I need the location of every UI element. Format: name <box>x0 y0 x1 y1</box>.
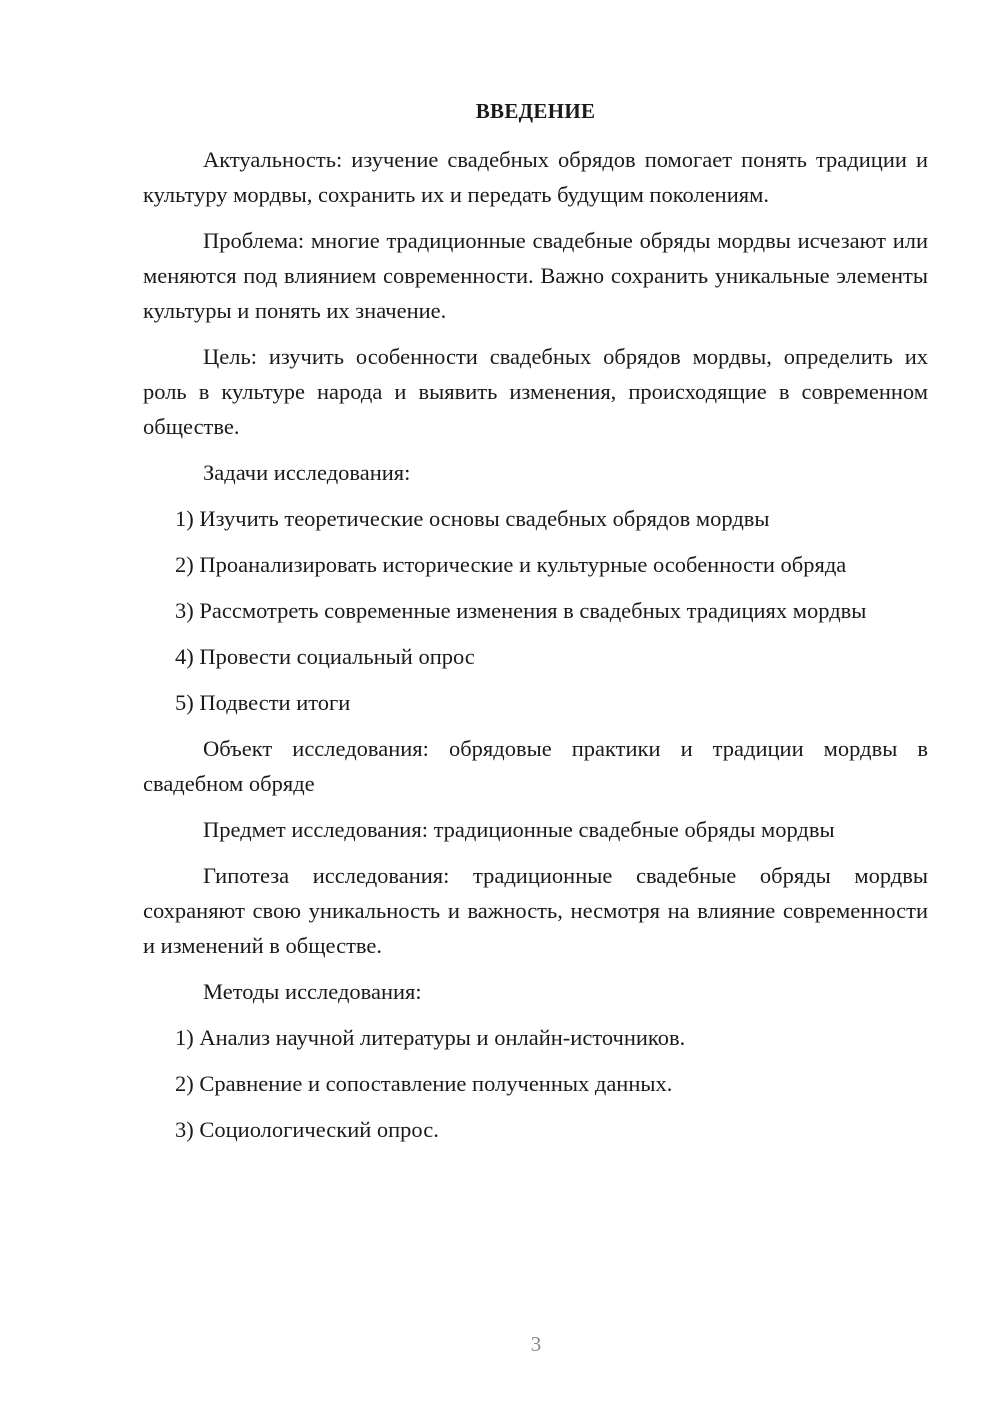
body-text <box>143 142 928 1158</box>
paragraph-problem: Проблема: многие традиционные свадебные обряды мордвы исчезают или меняются под влиянием современности. Важно сохранить уникальные элементы культуры и понять их значение. <box>143 228 928 323</box>
list-item-task-3: 3) Рассмотреть современные изменения в свадебных традициях мордвы <box>175 598 867 623</box>
list-item-method-3: 3) Социологический опрос. <box>175 1117 439 1142</box>
paragraph-goal: Цель: изучить особенности свадебных обрядов мордвы, определить их роль в культуре народа и выявить изменения, происходящие в современном обществе. <box>143 344 928 439</box>
list-item-task-1: 1) Изучить теоретические основы свадебных обрядов мордвы <box>175 506 770 531</box>
paragraph-tasks-heading: Задачи исследования: <box>203 460 411 485</box>
section-title: ВВЕДЕНИЕ <box>475 99 596 123</box>
paragraph-hypothesis: Гипотеза исследования: традиционные свадебные обряды мордвы сохраняют свою уникальность и важность, несмотря на влияние современности и изменений в обществе. <box>143 863 928 958</box>
list-item-task-2: 2) Проанализировать исторические и культурные особенности обряда <box>175 552 847 577</box>
page-number: 3 <box>530 1332 542 1356</box>
paragraph-relevance: Актуальность: изучение свадебных обрядов помогает понять традиции и культуру мордвы, сохранить их и передать будущим поколениям. <box>143 147 928 207</box>
list-item-task-5: 5) Подвести итоги <box>175 690 351 715</box>
list-item-task-4: 4) Провести социальный опрос <box>175 644 475 669</box>
paragraph-subject: Предмет исследования: традиционные свадебные обряды мордвы <box>203 817 835 842</box>
list-item-method-2: 2) Сравнение и сопоставление полученных данных. <box>175 1071 673 1096</box>
paragraph-methods-heading: Методы исследования: <box>203 979 422 1004</box>
list-item-method-1: 1) Анализ научной литературы и онлайн-источников. <box>175 1025 686 1050</box>
paragraph-object: Объект исследования: обрядовые практики и традиции мордвы в свадебном обряде <box>143 736 928 796</box>
